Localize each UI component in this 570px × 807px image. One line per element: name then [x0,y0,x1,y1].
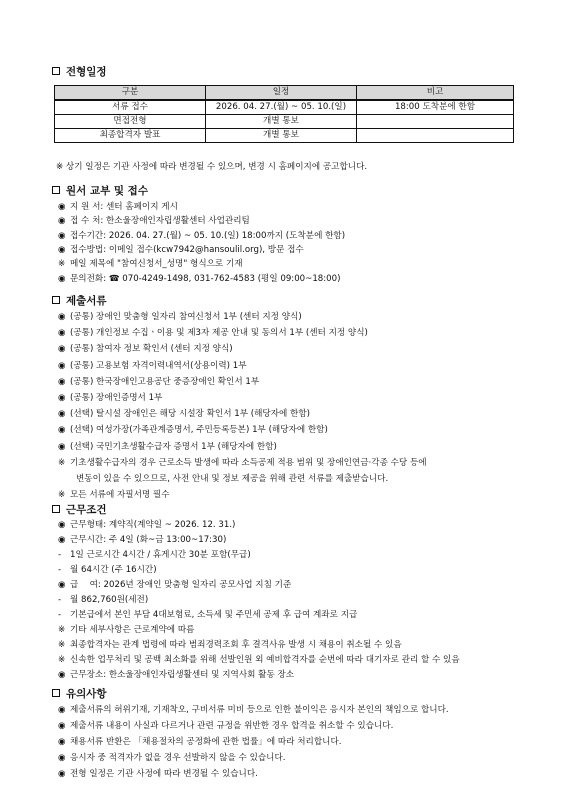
list-item [58,376,259,388]
checkbox-square-icon [52,186,60,194]
list-item-text: (공통) 장애인증명서 1부 [70,393,163,403]
table-cell [357,115,514,129]
list-item [58,273,340,285]
list-item-text: 메일 제목에 "참여신청서_성명" 형식으로 기재 [70,259,243,270]
reference-mark-icon: ※ [58,259,66,270]
list-item-text: 급 여: 2026년 장애인 맞춤형 일자리 공모사업 지침 기준 [70,580,292,590]
list-item-text: 접수방법: 이메일 접수(kcw7942@hansoulil.org), 방문 접수 [70,244,304,255]
list-item-text: (공통) 한국장애인고용공단 중증장애인 확인서 1부 [70,376,260,387]
dash-icon: - [58,610,62,620]
bullet-icon: ◉ [58,409,66,420]
bullet-icon: ◉ [58,328,66,339]
list-item-text: (선택) 탈시설 장애인은 해당 시설장 확인서 1부 (해당자에 한함) [70,409,310,420]
schedule-note: ※ 상기 일정은 기관 사정에 따라 변경될 수 있으며, 변경 시 홈페이지에 공고합니다. [56,162,368,172]
list-item-text: 채용서류 반환은 「채용절차의 공정화에 관한 법률」에 따라 처리합니다. [70,737,342,747]
bullet-icon: ◉ [58,393,66,403]
bullet-icon: ◉ [58,753,66,763]
list-item-text: 지 원 서: 센터 홈페이지 게시 [70,202,178,212]
list-item [58,230,345,242]
list-item [58,579,291,591]
bullet-icon: ◉ [58,216,66,227]
section-title: 제출서류 [66,294,107,307]
list-item [58,201,178,213]
table-cell: 18:00 도착분에 한함 [357,100,514,115]
section-title: 전형일정 [66,65,107,78]
list-item-text: 기본급에서 본인 부담 4대보험료, 소득세 및 주민세 공제 후 급여 계좌로 지급 [70,610,358,620]
section-notes-heading [52,686,107,700]
table-row [55,129,514,143]
table-header-cell: 구분 [55,86,206,101]
bullet-icon: ◉ [58,769,66,779]
list-item [58,654,460,666]
list-item-text: 월 64시간 (주 16시간) [70,565,157,575]
section-conditions-heading [52,502,107,516]
list-item-text: 접 수 처: 한소울장애인자립생활센터 사업관리팀 [70,216,250,227]
list-item-text: 월 862,760원(세전) [70,595,149,605]
list-item-text: 제출서류 내용이 사실과 다르거나 관련 규정을 위반한 경우 합격을 취소할 수 있습니다. [70,721,394,731]
list-item [58,639,402,651]
list-item-text: 근무형태: 계약직(계약일 ~ 2026. 12. 31.) [70,520,236,530]
list-item-text: (선택) 여성가장(가족관계증명서, 주민등록등본) 1부 (해당자에 한함) [70,425,328,436]
list-item-text: 응시자 중 적격자가 없을 경우 선발하지 않을 수 있습니다. [70,753,286,763]
reference-mark-icon: ※ [58,457,66,468]
list-item-text: 기타 세부사항은 근로계약에 따름 [70,625,195,635]
list-item [58,392,162,404]
section-application-heading [52,183,148,197]
table-header-cell: 일정 [206,86,357,101]
list-item-text: 모든 서류에 자필서명 필수 [70,490,170,501]
table-cell: 면접전형 [55,115,206,129]
checkbox-square-icon [52,296,60,304]
reference-mark-icon: ※ [58,625,66,635]
list-item-text: 최종합격자는 관계 법령에 따라 범죄경력조회 후 결격사유 발생 시 채용이 취소될 수 있음 [70,640,402,650]
table-header-row [55,86,514,101]
checkbox-square-icon [52,67,60,75]
bullet-icon: ◉ [58,344,66,355]
list-item-text: 문의전화: ☎ 070-4249-1498, 031-762-4583 (평일 09:00~18:00) [70,273,341,284]
list-item-text: (공통) 참여자 정보 확인서 (센터 지정 양식) [70,344,233,355]
list-item-text: 신속한 업무처리 및 공백 최소화를 위해 선발인원 외 예비합격자를 순번에 따라 대기자로 관리 할 수 있음 [70,655,460,665]
dash-icon: - [58,550,62,560]
list-item-text: 접수기간: 2026. 04. 27.(월) ~ 05. 10.(일) 18:00까지 (도착분에 한함) [70,230,346,241]
reference-mark-icon: ※ [58,655,66,665]
bullet-icon: ◉ [58,737,66,747]
dash-icon: - [58,595,62,605]
list-item-text: 근무장소: 한소울장애인자립생활센터 및 지역사회 활동 장소 [70,670,295,680]
list-item [58,752,286,764]
table-cell: 개별 통보 [206,115,357,129]
list-item [58,258,243,270]
list-item-text: (선택) 국민기초생활수급자 증명서 1부 (해당자에 한함) [70,441,277,452]
list-item [58,624,194,636]
list-item [58,704,449,716]
bullet-icon: ◉ [58,670,66,680]
table-cell [357,129,514,143]
table-cell: 최종합격자 발표 [55,129,206,143]
bullet-icon: ◉ [58,230,66,241]
table-cell: 개별 통보 [206,129,357,143]
list-item [58,564,157,576]
table-cell: 2026. 04. 27.(월) ~ 05. 10.(일) [206,100,357,115]
bullet-icon: ◉ [58,273,66,284]
list-item [58,327,368,339]
bullet-icon: ◉ [58,376,66,387]
list-item [58,343,233,355]
list-item [58,489,170,501]
table-row [55,100,514,115]
checkbox-square-icon [52,689,60,697]
list-item-text: 근무시간: 주 4일 (화~금 13:00~17:30) [70,535,227,545]
list-item [76,473,388,485]
list-item [58,549,251,561]
table-cell: 서류 접수 [55,100,206,115]
list-item [58,736,342,748]
bullet-icon: ◉ [58,202,66,212]
list-item [58,669,294,681]
bullet-icon: ◉ [58,441,66,452]
checkbox-square-icon [52,505,60,513]
list-item-text: (공통) 장애인 맞춤형 일자리 참여신청서 1부 (센터 지정 양식) [70,312,302,322]
list-item-text: (공통) 개인정보 수집ㆍ이용 및 제3자 제공 안내 및 동의서 1부 (센터 지정 양식) [70,328,368,339]
list-item [58,441,277,453]
list-item [58,408,310,420]
reference-mark-icon: ※ [58,490,66,501]
bullet-icon: ◉ [58,312,66,322]
list-item [58,215,250,227]
bullet-icon: ◉ [58,580,66,590]
list-item [58,768,258,780]
list-item-text: 1일 근로시간 4시간 / 휴게시간 30분 포함(무급) [70,550,251,560]
list-item [58,609,357,621]
section-documents-heading [52,293,107,307]
bullet-icon: ◉ [58,425,66,436]
bullet-icon: ◉ [58,244,66,255]
bullet-icon: ◉ [58,705,66,715]
list-item [58,720,393,732]
bullet-icon: ◉ [58,721,66,731]
section-schedule-heading [52,64,107,78]
list-item-text: 전형 일정은 기관 사정에 따라 변경될 수 있습니다. [70,769,258,779]
bullet-icon: ◉ [58,360,66,371]
dash-icon: - [58,565,62,575]
section-title: 유의사항 [66,687,107,700]
list-item-text: 변동이 있을 수 있으므로, 사전 안내 및 정보 제공을 위해 관련 서류를 제출받습니다. [76,474,389,484]
list-item-text: 기초생활수급자의 경우 근로소득 발생에 따라 소득공제 적용 범위 및 장애인연금·각종 수당 등에 [70,457,427,468]
section-title: 원서 교부 및 접수 [66,184,148,197]
reference-mark-icon: ※ [58,640,66,650]
list-item [58,360,247,372]
list-item-text: 제출서류의 허위기재, 기재착오, 구비서류 미비 등으로 인한 불이익은 응시자 본인의 책임으로 합니다. [70,705,449,715]
list-item [58,534,226,546]
list-item [58,311,302,323]
section-title: 근무조건 [66,503,107,516]
list-item-text: (공통) 고용보험 자격이력내역서(상용이력) 1부 [70,360,247,371]
bullet-icon: ◉ [58,520,66,530]
list-item [58,594,148,606]
list-item [58,244,304,256]
schedule-table [54,85,514,143]
list-item [58,519,235,531]
table-header-cell: 비고 [357,86,514,101]
list-item [58,424,328,436]
bullet-icon: ◉ [58,535,66,545]
list-item [58,457,427,469]
table-row [55,115,514,129]
